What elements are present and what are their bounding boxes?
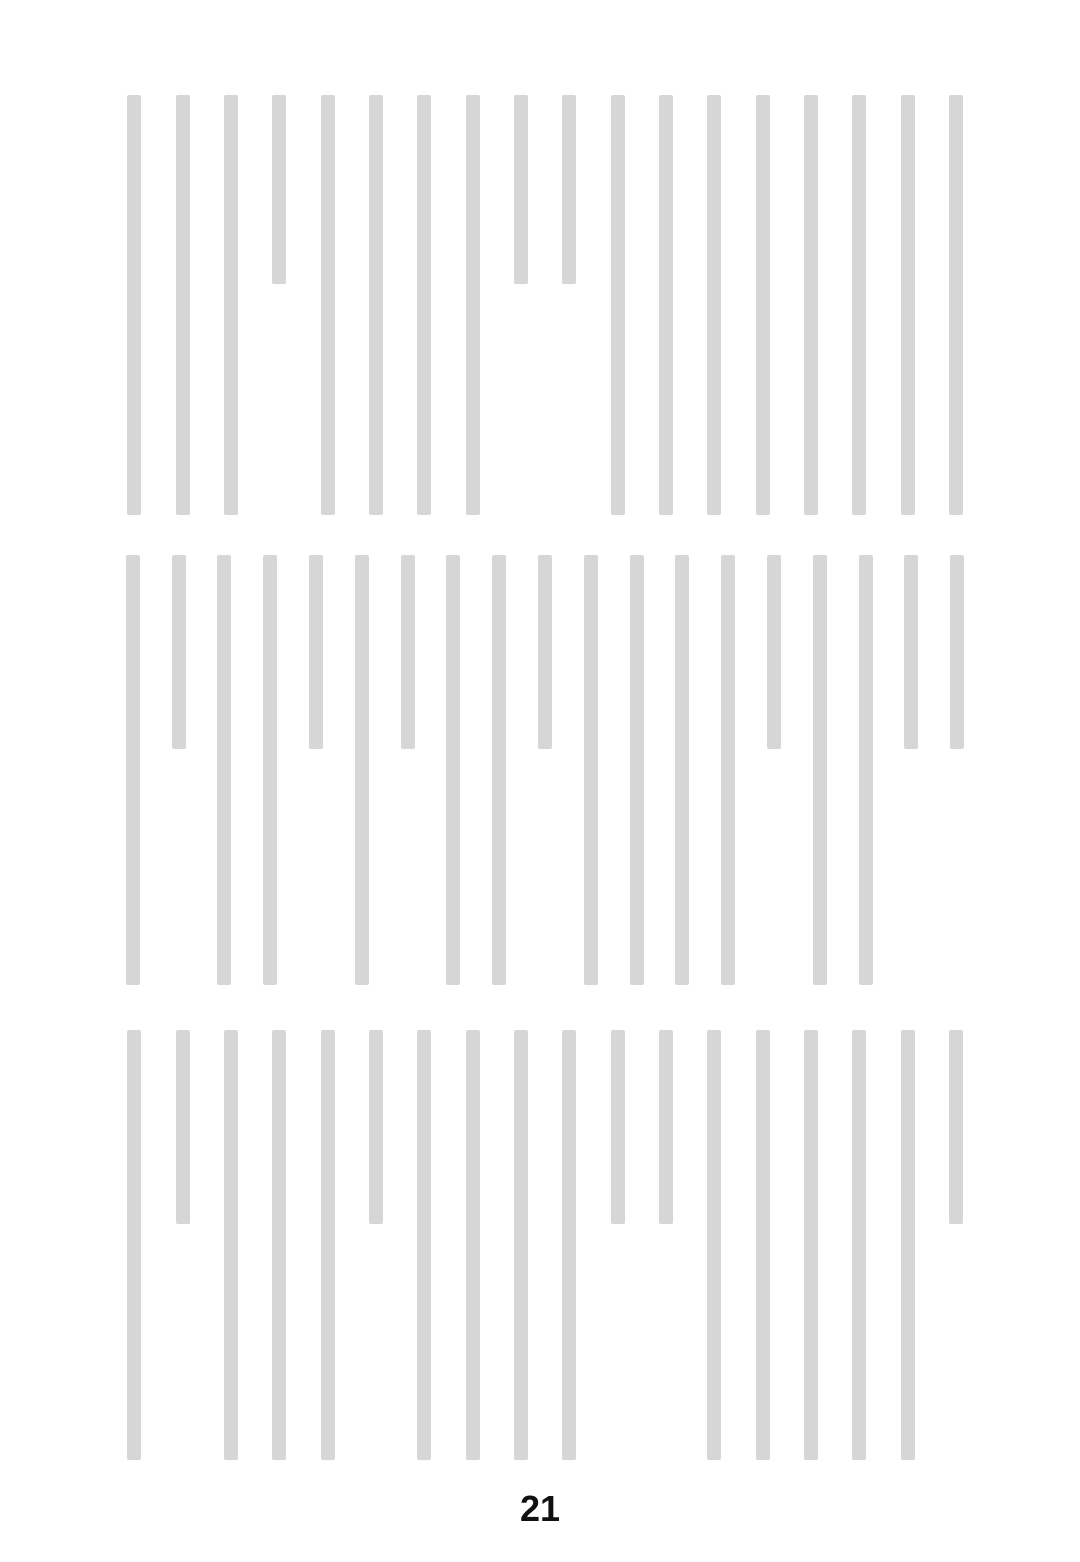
text-band-bottom [110, 1030, 980, 1460]
text-column-placeholder [562, 1030, 576, 1460]
text-column-placeholder [417, 1030, 431, 1460]
text-column-placeholder [127, 95, 141, 515]
text-column-placeholder [321, 95, 335, 515]
text-column-placeholder [217, 555, 231, 985]
text-column-placeholder [538, 555, 552, 749]
text-column-placeholder [901, 1030, 915, 1460]
text-column-placeholder [659, 95, 673, 515]
text-column-placeholder [611, 95, 625, 515]
text-column-placeholder [756, 1030, 770, 1460]
text-column-placeholder [126, 555, 140, 985]
text-column-placeholder [176, 95, 190, 515]
text-column-placeholder [852, 95, 866, 515]
text-column-placeholder [767, 555, 781, 749]
text-column-placeholder [263, 555, 277, 985]
text-column-placeholder [176, 1030, 190, 1224]
text-column-placeholder [417, 95, 431, 515]
text-column-placeholder [492, 555, 506, 985]
text-column-placeholder [859, 555, 873, 985]
text-column-placeholder [466, 95, 480, 515]
text-column-placeholder [584, 555, 598, 985]
text-column-placeholder [355, 555, 369, 985]
text-column-placeholder [224, 95, 238, 515]
text-column-placeholder [950, 555, 964, 749]
text-column-placeholder [707, 1030, 721, 1460]
text-column-placeholder [127, 1030, 141, 1460]
text-column-placeholder [852, 1030, 866, 1460]
text-column-placeholder [309, 555, 323, 749]
text-column-placeholder [369, 95, 383, 515]
text-column-placeholder [949, 95, 963, 515]
text-column-placeholder [514, 1030, 528, 1460]
text-column-placeholder [949, 1030, 963, 1224]
text-column-placeholder [224, 1030, 238, 1460]
text-column-placeholder [466, 1030, 480, 1460]
text-column-placeholder [611, 1030, 625, 1224]
text-column-placeholder [707, 95, 721, 515]
text-column-placeholder [321, 1030, 335, 1460]
text-band-top [110, 95, 980, 515]
text-column-placeholder [675, 555, 689, 985]
text-column-placeholder [272, 95, 286, 284]
text-column-placeholder [272, 1030, 286, 1460]
text-column-placeholder [630, 555, 644, 985]
text-column-placeholder [804, 95, 818, 515]
text-column-placeholder [904, 555, 918, 749]
text-column-placeholder [446, 555, 460, 985]
page-number: 21 [519, 1488, 561, 1529]
text-band-middle [110, 555, 980, 985]
text-column-placeholder [562, 95, 576, 284]
text-column-placeholder [172, 555, 186, 749]
text-column-placeholder [659, 1030, 673, 1224]
text-column-placeholder [514, 95, 528, 284]
text-column-placeholder [813, 555, 827, 985]
text-column-placeholder [369, 1030, 383, 1224]
text-column-placeholder [804, 1030, 818, 1460]
text-column-placeholder [721, 555, 735, 985]
text-column-placeholder [901, 95, 915, 515]
text-column-placeholder [756, 95, 770, 515]
text-column-placeholder [401, 555, 415, 749]
